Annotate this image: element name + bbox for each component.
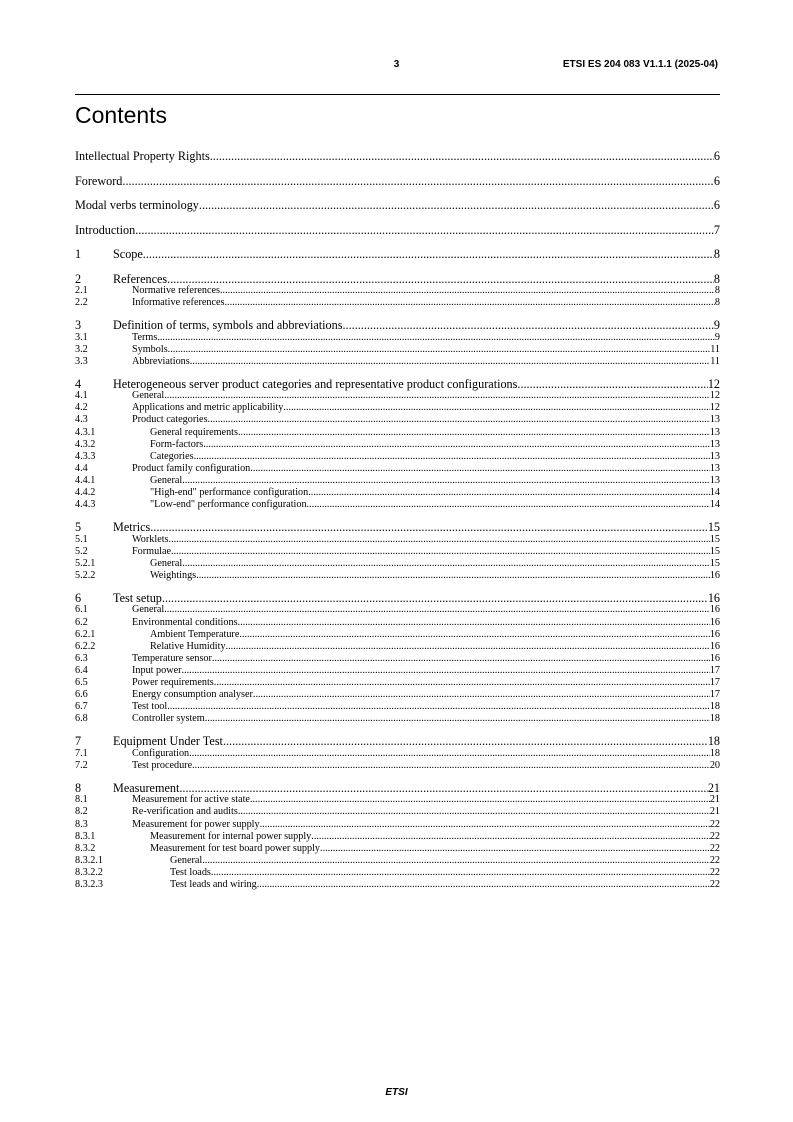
toc-entry-label: Form-factors (150, 438, 204, 450)
toc-dot-leader (182, 665, 710, 677)
toc-entry-page: 13 (709, 474, 720, 486)
toc-dot-leader (208, 414, 710, 426)
toc-dot-leader (194, 451, 710, 463)
toc-entry-page: 12 (709, 390, 720, 402)
toc-entry[interactable] (75, 172, 720, 197)
toc-dot-leader (196, 570, 710, 582)
toc-dot-leader (257, 879, 710, 891)
toc-dot-leader (210, 147, 714, 166)
toc-entry[interactable] (75, 316, 720, 332)
table-of-contents (75, 147, 720, 891)
toc-dot-leader (189, 748, 710, 760)
toc-dot-leader (122, 172, 714, 191)
toc-entry-page: 14 (709, 487, 720, 499)
toc-entry-page: 9 (713, 318, 720, 333)
toc-dot-leader (214, 677, 710, 689)
toc-entry-page: 11 (710, 343, 720, 355)
toc-entry-label: Intellectual Property Rights (75, 149, 210, 163)
toc-entry-label: General (170, 854, 203, 866)
toc-entry-page: 8 (714, 297, 720, 309)
toc-dot-leader (164, 390, 710, 402)
toc-dot-leader (202, 855, 710, 867)
toc-entry-number: 4.3.3 (75, 450, 96, 462)
document-id: ETSI ES 204 083 V1.1.1 (2025-04) (562, 59, 718, 70)
toc-entry-number: 4.3 (75, 414, 88, 426)
toc-dot-leader (171, 546, 710, 558)
toc-dot-leader (250, 463, 710, 475)
toc-entry-page: 16 (709, 616, 720, 628)
toc-entry-label: Equipment Under Test (113, 734, 223, 749)
toc-entry-page: 22 (709, 854, 720, 866)
toc-entry[interactable] (75, 843, 720, 855)
toc-entry-label: Controller system (132, 713, 205, 725)
toc-dot-leader (143, 245, 714, 264)
toc-dot-leader (190, 356, 710, 368)
toc-entry-page: 11 (710, 355, 720, 367)
toc-entry-number: 6.1 (75, 604, 88, 616)
toc-entry-label: Measurement for internal power supply (150, 830, 312, 842)
toc-dot-leader (169, 534, 710, 546)
toc-entry-page: 6 (713, 173, 720, 188)
toc-entry-page: 22 (709, 818, 720, 830)
toc-dot-leader (211, 867, 710, 879)
toc-entry-page: 15 (709, 545, 720, 557)
toc-entry-page: 16 (709, 569, 720, 581)
toc-entry[interactable] (75, 855, 720, 867)
toc-entry[interactable] (75, 344, 720, 356)
toc-dot-leader (311, 831, 710, 843)
toc-entry-label: Informative references (132, 297, 225, 309)
toc-entry-number: 2 (75, 271, 82, 286)
toc-dot-leader (220, 285, 715, 297)
toc-entry-number: 8.3.2.3 (75, 879, 104, 890)
toc-entry-page: 22 (709, 830, 720, 842)
toc-entry[interactable] (75, 245, 720, 270)
toc-dot-leader (250, 794, 710, 806)
toc-entry-label: Measurement (113, 780, 180, 795)
toc-entry-page: 16 (707, 590, 720, 605)
toc-entry-number: 5.2 (75, 545, 88, 557)
toc-entry-page: 21 (709, 806, 720, 818)
toc-entry-label: References (113, 271, 168, 286)
toc-entry-number: 3.3 (75, 355, 88, 367)
toc-entry[interactable] (75, 713, 720, 732)
toc-entry[interactable] (75, 270, 720, 286)
toc-dot-leader (192, 760, 710, 772)
toc-entry[interactable] (75, 748, 720, 760)
toc-entry-page: 17 (709, 676, 720, 688)
toc-entry-number: 8.3 (75, 818, 88, 830)
toc-entry-label: Formulae (132, 545, 172, 557)
toc-entry-page: 21 (709, 794, 720, 806)
toc-entry-number: 5.2.1 (75, 557, 96, 569)
toc-dot-leader (205, 713, 710, 725)
toc-entry-label: "High-end" performance configuration (150, 487, 309, 499)
toc-entry-number: 6.3 (75, 652, 88, 664)
toc-entry[interactable] (75, 518, 720, 534)
toc-entry-label: Product categories (132, 414, 208, 426)
toc-entry[interactable] (75, 221, 720, 246)
toc-dot-leader (135, 221, 714, 240)
toc-entry-number: 6 (75, 590, 82, 605)
toc-entry-label: Categories (150, 450, 194, 462)
toc-entry-page: 13 (709, 438, 720, 450)
toc-entry-number: 4.4 (75, 462, 88, 474)
toc-entry[interactable] (75, 629, 720, 641)
toc-entry-number: 4.4.3 (75, 499, 96, 511)
toc-entry-number: 5 (75, 520, 82, 535)
toc-entry[interactable] (75, 831, 720, 843)
toc-entry-label: Test procedure (132, 759, 193, 771)
toc-entry-number: 8.3.2 (75, 842, 96, 854)
toc-dot-leader (283, 402, 709, 414)
toc-dot-leader (307, 499, 710, 511)
toc-entry-label: Test tool (132, 701, 168, 713)
toc-entry-label: Normative references (132, 285, 220, 296)
toc-entry-label: "Low-end" performance configuration (150, 499, 307, 511)
toc-entry-number: 1 (75, 247, 82, 261)
toc-entry-label: Input power (132, 664, 182, 676)
toc-entry[interactable] (75, 558, 720, 570)
toc-entry-number: 3 (75, 318, 82, 333)
toc-entry[interactable] (75, 196, 720, 221)
toc-entry-number: 4.4.1 (75, 474, 96, 486)
toc-entry-label: General (150, 474, 183, 486)
toc-dot-leader (238, 617, 710, 629)
toc-entry-number: 8.3.1 (75, 830, 96, 842)
toc-entry-label: Test loads (170, 866, 211, 878)
toc-dot-leader (168, 344, 711, 356)
toc-entry[interactable] (75, 589, 720, 605)
toc-entry-page: 18 (709, 747, 720, 759)
toc-entry-label: General (150, 557, 183, 569)
toc-entry-label: Environmental conditions (132, 616, 238, 628)
toc-entry[interactable] (75, 285, 720, 297)
toc-entry-number: 3.2 (75, 343, 88, 355)
toc-dot-leader (164, 604, 710, 616)
toc-entry-label: Configuration (132, 747, 190, 759)
toc-entry-number: 4 (75, 376, 82, 391)
toc-entry-page: 6 (713, 149, 720, 163)
toc-entry-label: Symbols (132, 343, 168, 355)
toc-entry[interactable] (75, 390, 720, 402)
toc-entry-page: 16 (709, 652, 720, 664)
toc-entry[interactable] (75, 665, 720, 677)
toc-entry-number: 8.3.2.2 (75, 866, 104, 878)
toc-entry[interactable] (75, 439, 720, 451)
toc-entry-label: Ambient Temperature (150, 628, 240, 640)
toc-entry-number: 7 (75, 734, 82, 749)
toc-entry-label: Temperature sensor (132, 652, 212, 664)
toc-entry-number: 6.5 (75, 676, 88, 688)
toc-entry-page: 16 (709, 604, 720, 616)
toc-entry-number: 4.3.1 (75, 426, 96, 438)
toc-entry[interactable] (75, 819, 720, 831)
page-number: 3 (393, 59, 400, 70)
toc-entry[interactable] (75, 375, 720, 391)
header-rule (75, 94, 720, 95)
toc-entry-page: 8 (714, 285, 720, 296)
toc-entry-label: Product family configuration (132, 462, 251, 474)
toc-entry-page: 13 (709, 414, 720, 426)
toc-entry[interactable] (75, 427, 720, 439)
toc-entry[interactable] (75, 879, 720, 891)
toc-entry[interactable] (75, 487, 720, 499)
toc-entry-label: Modal verbs terminology (75, 198, 199, 212)
toc-entry[interactable] (75, 794, 720, 806)
toc-entry-number: 7.2 (75, 759, 88, 771)
toc-entry-page: 18 (709, 701, 720, 713)
toc-entry-number: 6.2.1 (75, 628, 96, 640)
toc-entry-number: 6.6 (75, 689, 88, 701)
toc-dot-leader (308, 487, 710, 499)
toc-dot-leader (239, 629, 709, 641)
toc-entry-label: Applications and metric applicability (132, 402, 284, 414)
toc-entry-number: 2.1 (75, 285, 88, 296)
toc-dot-leader (253, 689, 710, 701)
toc-entry[interactable] (75, 653, 720, 665)
toc-dot-leader (238, 806, 710, 818)
toc-entry-label: Metrics (113, 520, 151, 535)
toc-entry[interactable] (75, 414, 720, 426)
toc-entry-label: General (132, 390, 165, 402)
toc-entry[interactable] (75, 701, 720, 713)
toc-entry[interactable] (75, 297, 720, 316)
toc-entry[interactable] (75, 604, 720, 616)
toc-entry-page: 15 (709, 557, 720, 569)
toc-entry-label: Energy consumption analyser (132, 689, 253, 701)
toc-entry-label: Weightings (150, 569, 197, 581)
toc-entry-label: Re-verification and audits (132, 806, 238, 818)
toc-entry[interactable] (75, 147, 720, 172)
toc-entry-page: 22 (709, 879, 720, 890)
toc-entry-label: Measurement for power supply (132, 818, 260, 830)
toc-dot-leader (182, 558, 710, 570)
toc-dot-leader (320, 843, 710, 855)
toc-entry[interactable] (75, 475, 720, 487)
toc-entry-page: 6 (713, 198, 720, 212)
toc-entry-number: 8 (75, 780, 82, 795)
toc-entry-page: 15 (709, 533, 720, 545)
toc-entry[interactable] (75, 463, 720, 475)
toc-entry-page: 12 (709, 402, 720, 414)
footer-etsi: ETSI (385, 1087, 408, 1098)
toc-dot-leader (199, 196, 714, 215)
toc-entry[interactable] (75, 760, 720, 779)
toc-entry[interactable] (75, 402, 720, 414)
toc-dot-leader (238, 427, 710, 439)
toc-entry-page: 16 (709, 628, 720, 640)
toc-entry[interactable] (75, 677, 720, 689)
toc-entry-label: Worklets (132, 533, 169, 545)
toc-entry[interactable] (75, 732, 720, 748)
toc-entry[interactable] (75, 689, 720, 701)
toc-entry[interactable] (75, 806, 720, 818)
toc-entry-page: 13 (709, 450, 720, 462)
toc-entry-label: General (132, 604, 165, 616)
toc-dot-leader (224, 297, 714, 309)
toc-entry-label: Relative Humidity (150, 640, 226, 652)
toc-dot-leader (167, 701, 710, 713)
toc-entry-page: 20 (709, 759, 720, 771)
toc-entry-label: Abbreviations (132, 355, 190, 367)
toc-entry-page: 15 (707, 520, 720, 535)
toc-entry-label: Measurement for test board power supply (150, 842, 321, 854)
toc-entry[interactable] (75, 641, 720, 653)
toc-entry-label: Terms (132, 331, 158, 343)
toc-entry-label: Power requirements (132, 676, 214, 688)
toc-entry-number: 4.4.2 (75, 487, 96, 499)
toc-entry[interactable] (75, 617, 720, 629)
toc-entry-label: Scope (113, 247, 143, 261)
toc-dot-leader (260, 819, 710, 831)
toc-entry-label: Measurement for active state (132, 794, 250, 806)
toc-entry-page: 18 (707, 734, 720, 749)
toc-entry-page: 18 (709, 713, 720, 725)
toc-entry-number: 4.3.2 (75, 438, 96, 450)
toc-entry-page: 17 (709, 664, 720, 676)
toc-dot-leader (203, 439, 710, 451)
toc-dot-leader (212, 653, 710, 665)
toc-entry-number: 5.1 (75, 533, 88, 545)
toc-entry-page: 22 (709, 842, 720, 854)
toc-entry-number: 8.3.2.1 (75, 854, 104, 866)
toc-entry-label: Heterogeneous server product categories and representative product configurations (113, 376, 518, 391)
toc-entry[interactable] (75, 546, 720, 558)
toc-entry-page: 12 (707, 376, 720, 391)
toc-entry-page: 21 (707, 780, 720, 795)
toc-entry-page: 9 (714, 331, 720, 343)
toc-entry-page: 8 (713, 271, 720, 286)
toc-entry-number: 6.8 (75, 713, 88, 725)
toc-entry-label: Test leads and wiring (170, 879, 257, 890)
toc-entry-number: 6.2 (75, 616, 88, 628)
toc-entry-page: 8 (713, 247, 720, 261)
toc-entry-number: 5.2.2 (75, 569, 96, 581)
toc-dot-leader (226, 641, 710, 653)
toc-entry-label: Introduction (75, 222, 136, 237)
toc-entry-number: 6.7 (75, 701, 88, 713)
toc-entry-label: Foreword (75, 173, 123, 188)
toc-entry-number: 2.2 (75, 297, 88, 309)
toc-entry-page: 14 (709, 499, 720, 511)
toc-dot-leader (182, 475, 710, 487)
toc-entry-number: 6.2.2 (75, 640, 96, 652)
page-title: Contents (75, 102, 168, 128)
toc-entry-label: Test setup (113, 590, 162, 605)
toc-entry-page: 22 (709, 866, 720, 878)
toc-entry-page: 13 (709, 462, 720, 474)
toc-entry[interactable] (75, 499, 720, 518)
toc-entry-number: 4.1 (75, 390, 88, 402)
toc-entry[interactable] (75, 451, 720, 463)
toc-entry-number: 7.1 (75, 747, 88, 759)
toc-dot-leader (157, 332, 715, 344)
toc-entry[interactable] (75, 779, 720, 795)
toc-entry-page: 16 (709, 640, 720, 652)
toc-entry[interactable] (75, 534, 720, 546)
toc-entry-number: 6.4 (75, 664, 88, 676)
toc-entry[interactable] (75, 867, 720, 879)
toc-entry-number: 8.1 (75, 794, 88, 806)
toc-entry-number: 8.2 (75, 806, 88, 818)
toc-entry[interactable] (75, 332, 720, 344)
toc-entry[interactable] (75, 570, 720, 589)
toc-entry[interactable] (75, 356, 720, 375)
toc-entry-number: 4.2 (75, 402, 88, 414)
toc-entry-page: 7 (713, 222, 720, 237)
toc-entry-page: 13 (709, 426, 720, 438)
toc-entry-label: Definition of terms, symbols and abbreviations (113, 318, 343, 333)
toc-entry-page: 17 (709, 689, 720, 701)
toc-entry-number: 3.1 (75, 331, 88, 343)
toc-entry-label: General requirements (150, 426, 238, 438)
